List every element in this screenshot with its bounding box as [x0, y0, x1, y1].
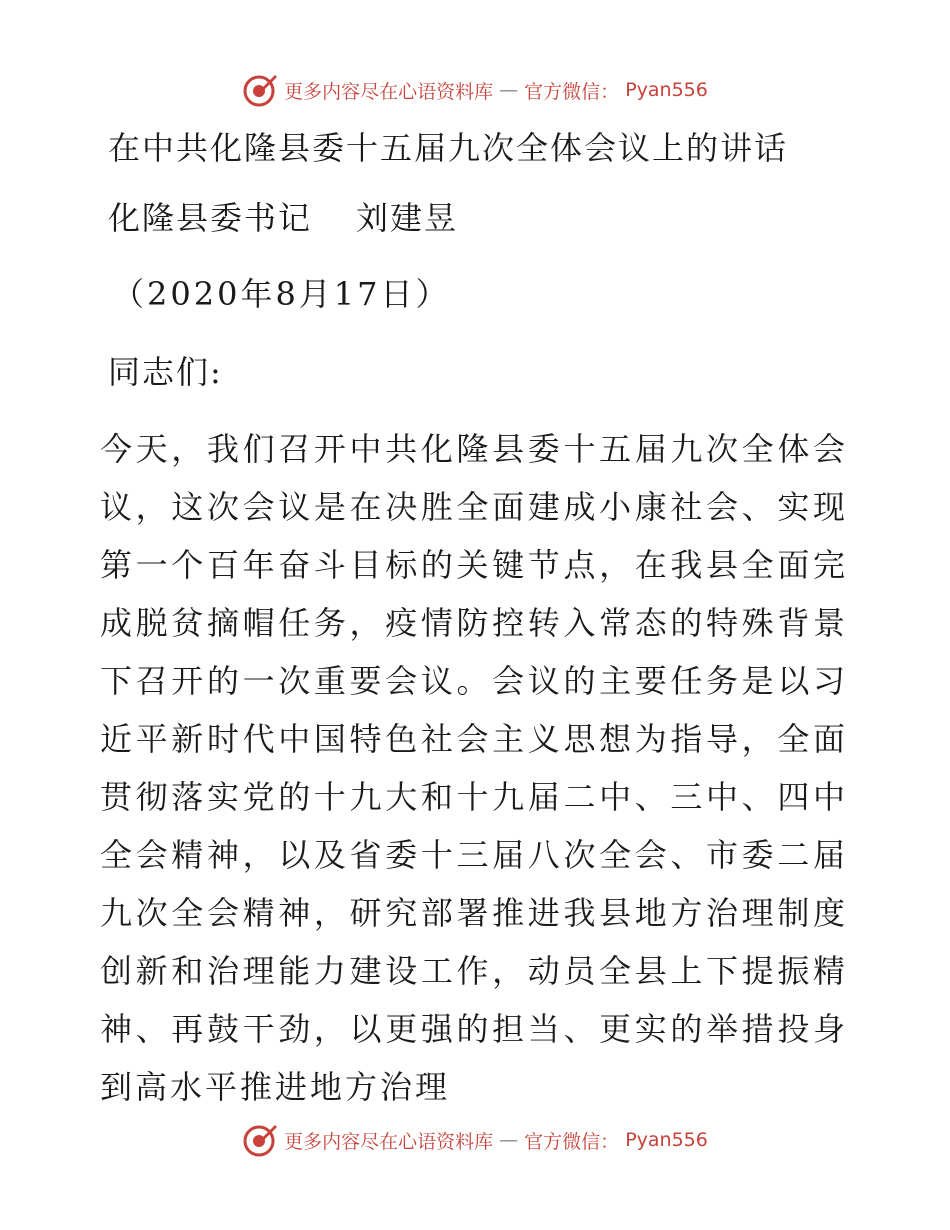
header-watermark [0, 72, 950, 108]
watermark-text: 更多内容尽在心语资料库 [284, 80, 494, 103]
footer-watermark [0, 1122, 950, 1158]
quill-pen-logo-icon [242, 72, 278, 108]
watermark-separator: — [499, 1129, 519, 1151]
watermark-handle: Pyan556 [625, 79, 708, 101]
watermark-text: 更多内容尽在心语资料库 [284, 1130, 494, 1153]
body-paragraph: 今天，我们召开中共化隆县委十五届九次全体会议，这次会议是在决胜全面建成小康社会、实现第一个百年奋斗目标的关键节点，在我县全面完成脱贫摘帽任务，疫情防控转入常态的特殊背景下召开的一次重要会议。会议的主要任务是以习近平新时代中国特色社会主义思想为指导，全面贯彻落实党的十九大和十九届二中、三中、四中全会精神，以及省委十三届八次全会、市委二届九次全会精神，研究部署推进我县地方治理制度创新和治理能力建设工作，动员全县上下提振精神、再鼓干劲，以更强的担当、更实的举措投身到高水平推进地方治理 [100, 430, 848, 1106]
document-date: （2020年8月17日） [112, 275, 451, 313]
greeting: 同志们: [108, 353, 223, 391]
author-position: 化隆县委书记 [108, 199, 313, 237]
quill-pen-logo-icon [242, 1122, 278, 1158]
watermark-handle: Pyan556 [625, 1129, 708, 1151]
author-name: 刘建昱 [356, 199, 459, 237]
document-title: 在中共化隆县委十五届九次全体会议上的讲话 [108, 129, 789, 167]
watermark-official: 官方微信： [524, 80, 620, 103]
watermark-official: 官方微信： [524, 1130, 620, 1153]
author-line [108, 198, 458, 238]
watermark-separator: — [499, 79, 519, 101]
